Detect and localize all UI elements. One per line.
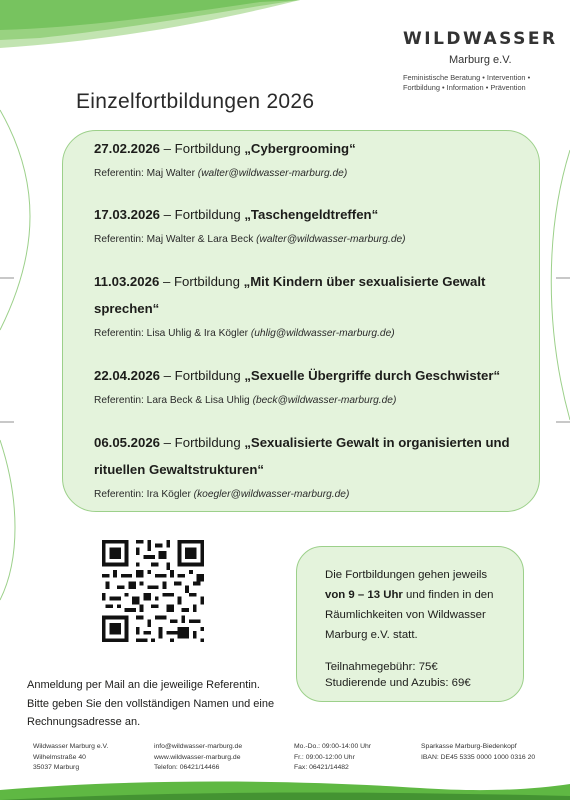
- event-name: „Mit Kindern über sexualisierte Gewalt sprechen“: [94, 274, 486, 316]
- tagline: [403, 73, 553, 92]
- speaker-name: Referentin: Lara Beck & Lisa Uhlig: [94, 395, 253, 406]
- event-speaker: [94, 233, 534, 247]
- event-date: 27.02.2026: [94, 141, 161, 156]
- registration-line-2: Bitte geben Sie den vollständigen Namen und eine: [27, 697, 275, 710]
- event-title: [94, 135, 534, 162]
- speaker-email: (koegler@wildwasser-marburg.de): [193, 489, 350, 500]
- event-name: „Taschengeldtreffen“: [244, 207, 379, 222]
- speaker-email: (uhlig@wildwasser-marburg.de): [250, 328, 395, 339]
- bottom-wave: [0, 782, 570, 800]
- event-speaker: [94, 167, 534, 181]
- logo-subtitle: Marburg e.V.: [449, 54, 512, 66]
- registration-line-1: Anmeldung per Mail an die jeweilige Referentin.: [27, 679, 260, 691]
- footer-address: [33, 742, 108, 774]
- tagline-line-2: Fortbildung • Information • Prävention: [403, 82, 526, 92]
- footer-hours-fr: Fr.: 09:00-12:00 Uhr: [294, 753, 355, 761]
- speaker-email: (walter@wildwasser-marburg.de): [256, 234, 406, 245]
- time-range: von 9 – 13 Uhr: [325, 589, 403, 601]
- registration-note: [27, 676, 297, 732]
- event-title: [94, 429, 534, 483]
- event-4: [94, 362, 534, 408]
- fee-regular: Teilnahmegebühr: 75€: [325, 661, 438, 673]
- footer-bank-name: Sparkasse Marburg-Biedenkopf: [421, 743, 517, 750]
- event-5: [94, 429, 534, 502]
- event-3: [94, 268, 534, 341]
- event-1: [94, 135, 534, 181]
- event-title: [94, 362, 534, 389]
- speaker-name: Referentin: Ira Kögler: [94, 489, 194, 500]
- footer-iban: IBAN: DE45 5335 0000 1000 0316 20: [421, 753, 536, 761]
- footer-org: Wildwasser Marburg e.V.: [33, 743, 109, 750]
- speaker-email: (beck@wildwasser-marburg.de): [252, 395, 397, 406]
- footer-email-link[interactable]: info@wildwasser-marburg.de: [154, 743, 243, 750]
- event-type: – Fortbildung: [160, 435, 245, 450]
- event-speaker: [94, 327, 534, 341]
- bottom-wave-dark: [0, 793, 570, 800]
- footer-website-link[interactable]: www.wildwasser-marburg.de: [154, 753, 241, 761]
- event-type: – Fortbildung: [160, 141, 245, 156]
- footer-street: Wilhelmstraße 40: [33, 753, 86, 761]
- speaker-name: Referentin: Maj Walter: [94, 168, 198, 179]
- right-arc: [551, 150, 570, 420]
- info-line-1: Die Fortbildungen gehen jeweils: [325, 569, 488, 581]
- footer-contact: [154, 742, 242, 774]
- event-date: 22.04.2026: [94, 368, 161, 383]
- event-type: – Fortbildung: [160, 207, 245, 222]
- info-line-4: Marburg e.V. statt.: [325, 629, 418, 641]
- speaker-email: (walter@wildwasser-marburg.de): [197, 168, 348, 179]
- speaker-name: Referentin: Maj Walter & Lara Beck: [94, 234, 257, 245]
- event-type: – Fortbildung: [159, 274, 244, 289]
- info-line-3: Räumlichkeiten von Wildwasser: [325, 609, 486, 621]
- event-date: 06.05.2026: [94, 435, 161, 450]
- footer-bank: [421, 742, 535, 763]
- event-2: [94, 201, 534, 247]
- event-date: 11.03.2026: [94, 274, 160, 289]
- logo-name: WILDWASSER: [403, 29, 558, 49]
- left-arc-2: [0, 440, 15, 600]
- fee-reduced: Studierende und Azubis: 69€: [325, 677, 471, 689]
- event-title: [94, 201, 534, 228]
- footer-phone: Telefon: 06421/14466: [154, 764, 220, 772]
- registration-line-3: Rechnungsadresse an.: [27, 716, 141, 728]
- event-speaker: [94, 488, 534, 502]
- footer-city: 35037 Marburg: [33, 764, 80, 772]
- page-title: Einzelfortbildungen 2026: [76, 90, 315, 113]
- info-line-2: von 9 – 13 Uhr und finden in den: [325, 589, 494, 601]
- event-name: „Sexualisierte Gewalt in organisierten und rituellen Gewaltstrukturen“: [94, 435, 510, 477]
- event-type: – Fortbildung: [160, 368, 245, 383]
- event-name: „Cybergrooming“: [244, 141, 356, 156]
- left-arc: [0, 110, 30, 330]
- speaker-name: Referentin: Lisa Uhlig & Ira Kögler: [94, 328, 251, 339]
- footer-fax: Fax: 06421/14482: [294, 764, 349, 772]
- logo: [403, 22, 558, 92]
- top-wave-light: [0, 0, 300, 48]
- qr-code-icon[interactable]: [98, 536, 208, 646]
- event-title: [94, 268, 534, 322]
- event-date: 17.03.2026: [94, 207, 161, 222]
- info-box: [296, 546, 524, 702]
- event-speaker: [94, 394, 534, 408]
- info-text: [325, 565, 523, 645]
- fee-info: [325, 659, 523, 691]
- top-wave: [0, 0, 300, 40]
- footer-hours: [294, 742, 371, 774]
- tagline-line-1: Feministische Beratung • Intervention •: [403, 73, 531, 82]
- footer-hours-mo-do: Mo.-Do.: 09:00-14:00 Uhr: [294, 743, 372, 750]
- event-name: „Sexuelle Übergriffe durch Geschwister“: [244, 368, 501, 383]
